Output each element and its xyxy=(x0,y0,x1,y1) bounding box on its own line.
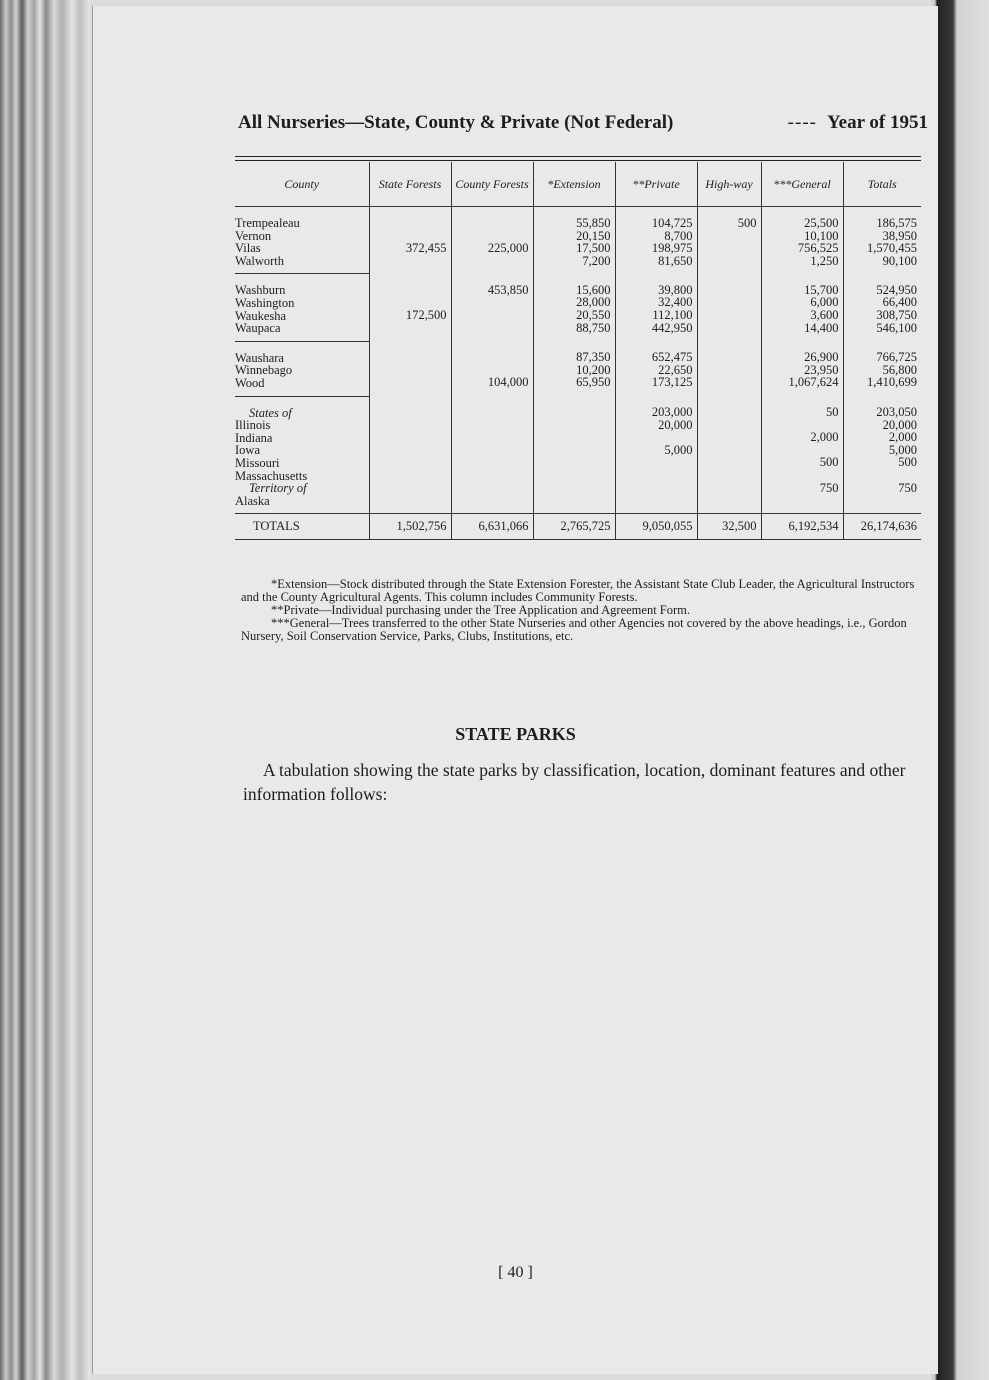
table-value: 5,000 xyxy=(664,442,693,457)
col-private: **Private xyxy=(615,162,697,207)
states-heading: States of xyxy=(249,405,292,420)
table-value: 750 xyxy=(898,480,917,495)
table-value: 65,950 xyxy=(576,375,611,390)
table-value: 20,000 xyxy=(658,417,693,432)
table-value xyxy=(702,296,757,309)
table-value: 25,500 xyxy=(804,216,839,230)
cell-county-forests xyxy=(451,207,533,274)
table-value: 652,475 xyxy=(651,350,693,365)
totals-value-extension: 2,765,725 xyxy=(533,514,615,540)
table-value: 17,500 xyxy=(576,241,611,256)
table-value: 88,750 xyxy=(576,320,611,335)
col-totals: Totals xyxy=(843,162,921,207)
table-value xyxy=(456,309,529,322)
cell-private xyxy=(615,396,697,514)
table-value xyxy=(456,322,529,335)
table-value: 50 xyxy=(826,405,839,420)
table-value: 32,400 xyxy=(658,295,693,310)
table-value: 1,570,455 xyxy=(867,241,917,256)
col-extension: *Extension xyxy=(533,162,615,207)
cell-county xyxy=(235,274,369,341)
cell-county-forests xyxy=(451,341,533,396)
county-name: Vilas xyxy=(235,241,261,256)
totals-value-totals: 26,174,636 xyxy=(843,514,921,540)
county-name: Trempealeau xyxy=(235,216,300,230)
table-value xyxy=(702,322,757,335)
book-binding xyxy=(0,0,90,1380)
cell-private xyxy=(615,207,697,274)
cell-highway xyxy=(697,341,761,396)
table-value: 39,800 xyxy=(658,282,693,297)
table-value: 15,600 xyxy=(576,282,611,297)
table-value: 2,000 xyxy=(888,430,917,445)
table-value xyxy=(374,364,447,377)
county-name: Massachusetts xyxy=(235,468,308,483)
table-value xyxy=(374,322,447,335)
heading-leader: ---- xyxy=(787,112,817,133)
col-county: County xyxy=(235,162,369,207)
page-edge-shadow xyxy=(929,0,989,1380)
table-value: 750 xyxy=(819,480,839,495)
table-value: 442,950 xyxy=(651,320,693,335)
table-group-row xyxy=(235,207,921,274)
table-value: 90,100 xyxy=(882,253,917,268)
table-value: 15,700 xyxy=(804,282,839,297)
table-value: 20,150 xyxy=(576,228,611,243)
table-value: 8,700 xyxy=(664,228,693,243)
intro-paragraph xyxy=(243,758,933,806)
table-value: 2,000 xyxy=(810,430,839,445)
cell-extension xyxy=(533,274,615,341)
cell-state-forests xyxy=(369,341,451,396)
table-value xyxy=(702,284,757,297)
cell-county xyxy=(235,396,369,514)
footnote-private: **Private—Individual purchasing under the Tree Application and Agreement Form. xyxy=(271,603,691,617)
table-value: 308,750 xyxy=(876,308,917,323)
table-value: 6,000 xyxy=(810,295,839,310)
county-name: Vernon xyxy=(235,228,272,243)
table-value: 372,455 xyxy=(405,241,447,256)
cell-general xyxy=(761,207,843,274)
county-name: Waukesha xyxy=(235,308,287,323)
table-body xyxy=(235,207,921,540)
county-name: Waushara xyxy=(235,350,284,365)
top-rule-2 xyxy=(235,160,921,161)
county-name: Walworth xyxy=(235,253,284,268)
table-value: 20,550 xyxy=(576,308,611,323)
county-name: Missouri xyxy=(235,455,280,470)
table-value: 766,725 xyxy=(876,350,917,365)
totals-value-general: 6,192,534 xyxy=(761,514,843,540)
table-value: 55,850 xyxy=(576,216,611,230)
cell-county xyxy=(235,341,369,396)
county-name: Washburn xyxy=(235,283,286,298)
table-value: 5,000 xyxy=(888,442,917,457)
table-value: 104,000 xyxy=(487,375,529,390)
cell-general xyxy=(761,341,843,396)
table-value: 1,410,699 xyxy=(867,375,917,390)
cell-state-forests xyxy=(369,274,451,341)
cell-totals xyxy=(843,207,921,274)
table-value: 7,200 xyxy=(582,253,611,268)
document-page xyxy=(92,6,938,1374)
intro-text: A tabulation showing the state parks by classification, location, dominant features and other information follows: xyxy=(243,760,906,804)
table-value xyxy=(702,364,757,377)
table-value xyxy=(702,230,757,243)
footnotes xyxy=(241,578,927,643)
table-value: 500 xyxy=(898,455,917,470)
table-value: 225,000 xyxy=(487,241,529,256)
col-state-forests: State Forests xyxy=(369,162,451,207)
cell-private xyxy=(615,341,697,396)
table-value: 172,500 xyxy=(405,308,447,323)
table-group-row xyxy=(235,274,921,341)
table-value xyxy=(702,376,757,389)
table-value: 66,400 xyxy=(882,295,917,310)
top-rule xyxy=(235,156,921,157)
cell-highway xyxy=(697,396,761,514)
table-value xyxy=(620,482,693,495)
totals-value-state-forests: 1,502,756 xyxy=(369,514,451,540)
table-title: All Nurseries—State, County & Private (Not Federal) xyxy=(238,112,674,133)
table-value: 22,650 xyxy=(658,362,693,377)
table-value xyxy=(848,469,918,482)
totals-row xyxy=(235,514,921,540)
cell-totals xyxy=(843,396,921,514)
table-value: 1,067,624 xyxy=(788,375,839,390)
col-highway: High-way xyxy=(697,162,761,207)
cell-county-forests xyxy=(451,396,533,514)
footnote-extension: *Extension—Stock distributed through the State Extension Forester, the Assistant State Club Leader, the Agricultural Instructors and the County Agricultural Agents. This column includes Community Forests. xyxy=(241,577,915,604)
cell-general xyxy=(761,274,843,341)
table-value xyxy=(374,376,447,389)
county-name: Waupaca xyxy=(235,321,281,336)
section-title: STATE PARKS xyxy=(455,724,576,744)
county-name: Iowa xyxy=(235,443,260,458)
table-value xyxy=(374,217,447,230)
table-value: 186,575 xyxy=(876,216,917,230)
table-value xyxy=(620,431,693,444)
table-value xyxy=(702,242,757,255)
table-value: 500 xyxy=(819,455,839,470)
table-value: 1,250 xyxy=(810,253,839,268)
table-value: 14,400 xyxy=(804,320,839,335)
totals-value-highway: 32,500 xyxy=(697,514,761,540)
table-value xyxy=(374,255,447,268)
table-value xyxy=(702,255,757,268)
table-value: 28,000 xyxy=(576,295,611,310)
col-general: ***General xyxy=(761,162,843,207)
table-value: 198,975 xyxy=(651,241,693,256)
cell-highway xyxy=(697,207,761,274)
cell-county-forests xyxy=(451,274,533,341)
cell-totals xyxy=(843,341,921,396)
table-value: 173,125 xyxy=(651,375,693,390)
table-states-row xyxy=(235,396,921,514)
table-value: 524,950 xyxy=(876,282,917,297)
table-group-row xyxy=(235,341,921,396)
table-value: 3,600 xyxy=(810,308,839,323)
table-value: 756,525 xyxy=(797,241,839,256)
table-value: 38,950 xyxy=(882,228,917,243)
table-value: 10,200 xyxy=(576,362,611,377)
table-value xyxy=(374,284,447,297)
table-value xyxy=(456,351,529,364)
table-value xyxy=(456,255,529,268)
cell-county xyxy=(235,207,369,274)
table-value: 23,950 xyxy=(804,362,839,377)
cell-totals xyxy=(843,274,921,341)
table-value: 87,350 xyxy=(576,350,611,365)
table-value: 203,050 xyxy=(876,405,917,420)
table-value: 104,725 xyxy=(651,216,693,230)
table-value: 546,100 xyxy=(876,320,917,335)
table-year: Year of 1951 xyxy=(827,112,928,133)
cell-extension xyxy=(533,341,615,396)
table-value xyxy=(620,469,693,482)
county-name: Alaska xyxy=(235,493,270,508)
cell-private xyxy=(615,274,697,341)
territory-heading: Territory of xyxy=(249,481,307,496)
table-value: 56,800 xyxy=(882,362,917,377)
table-value: 203,000 xyxy=(651,405,693,420)
page-number: [ 40 ] xyxy=(498,1264,533,1281)
county-name: Wood xyxy=(235,375,265,390)
county-name: Indiana xyxy=(235,430,273,445)
table-value: 10,100 xyxy=(804,228,839,243)
table-value: 500 xyxy=(737,216,757,230)
cell-extension xyxy=(533,207,615,274)
table-value xyxy=(620,456,693,469)
table-value xyxy=(702,351,757,364)
county-name: Washington xyxy=(235,295,295,310)
table-value: 20,000 xyxy=(882,417,917,432)
table-header-row xyxy=(235,162,921,207)
cell-highway xyxy=(697,274,761,341)
table-value: 26,900 xyxy=(804,350,839,365)
table-value xyxy=(702,309,757,322)
totals-value-private: 9,050,055 xyxy=(615,514,697,540)
table-value xyxy=(456,296,529,309)
totals-label: TOTALS xyxy=(235,514,369,540)
table-value xyxy=(456,217,529,230)
cell-state-forests xyxy=(369,207,451,274)
county-name: Illinois xyxy=(235,418,271,433)
cell-general xyxy=(761,396,843,514)
table-value: 453,850 xyxy=(487,282,529,297)
totals-value-county-forests: 6,631,066 xyxy=(451,514,533,540)
cell-state-forests xyxy=(369,396,451,514)
table-value xyxy=(766,469,839,482)
table-heading xyxy=(238,112,928,134)
footnote-general: ***General—Trees transferred to the other State Nurseries and other Agencies not covered by the above headings, i.e., Gordon Nursery, Soil Conservation Service, Parks, Clubs, Institutions, etc. xyxy=(241,616,907,643)
table-value xyxy=(374,351,447,364)
nursery-distribution-table xyxy=(235,162,921,540)
county-name: Winnebago xyxy=(235,363,293,378)
table-value: 112,100 xyxy=(652,308,693,323)
cell-extension xyxy=(533,396,615,514)
table-value: 81,650 xyxy=(658,253,693,268)
col-county-forests: County Forests xyxy=(451,162,533,207)
